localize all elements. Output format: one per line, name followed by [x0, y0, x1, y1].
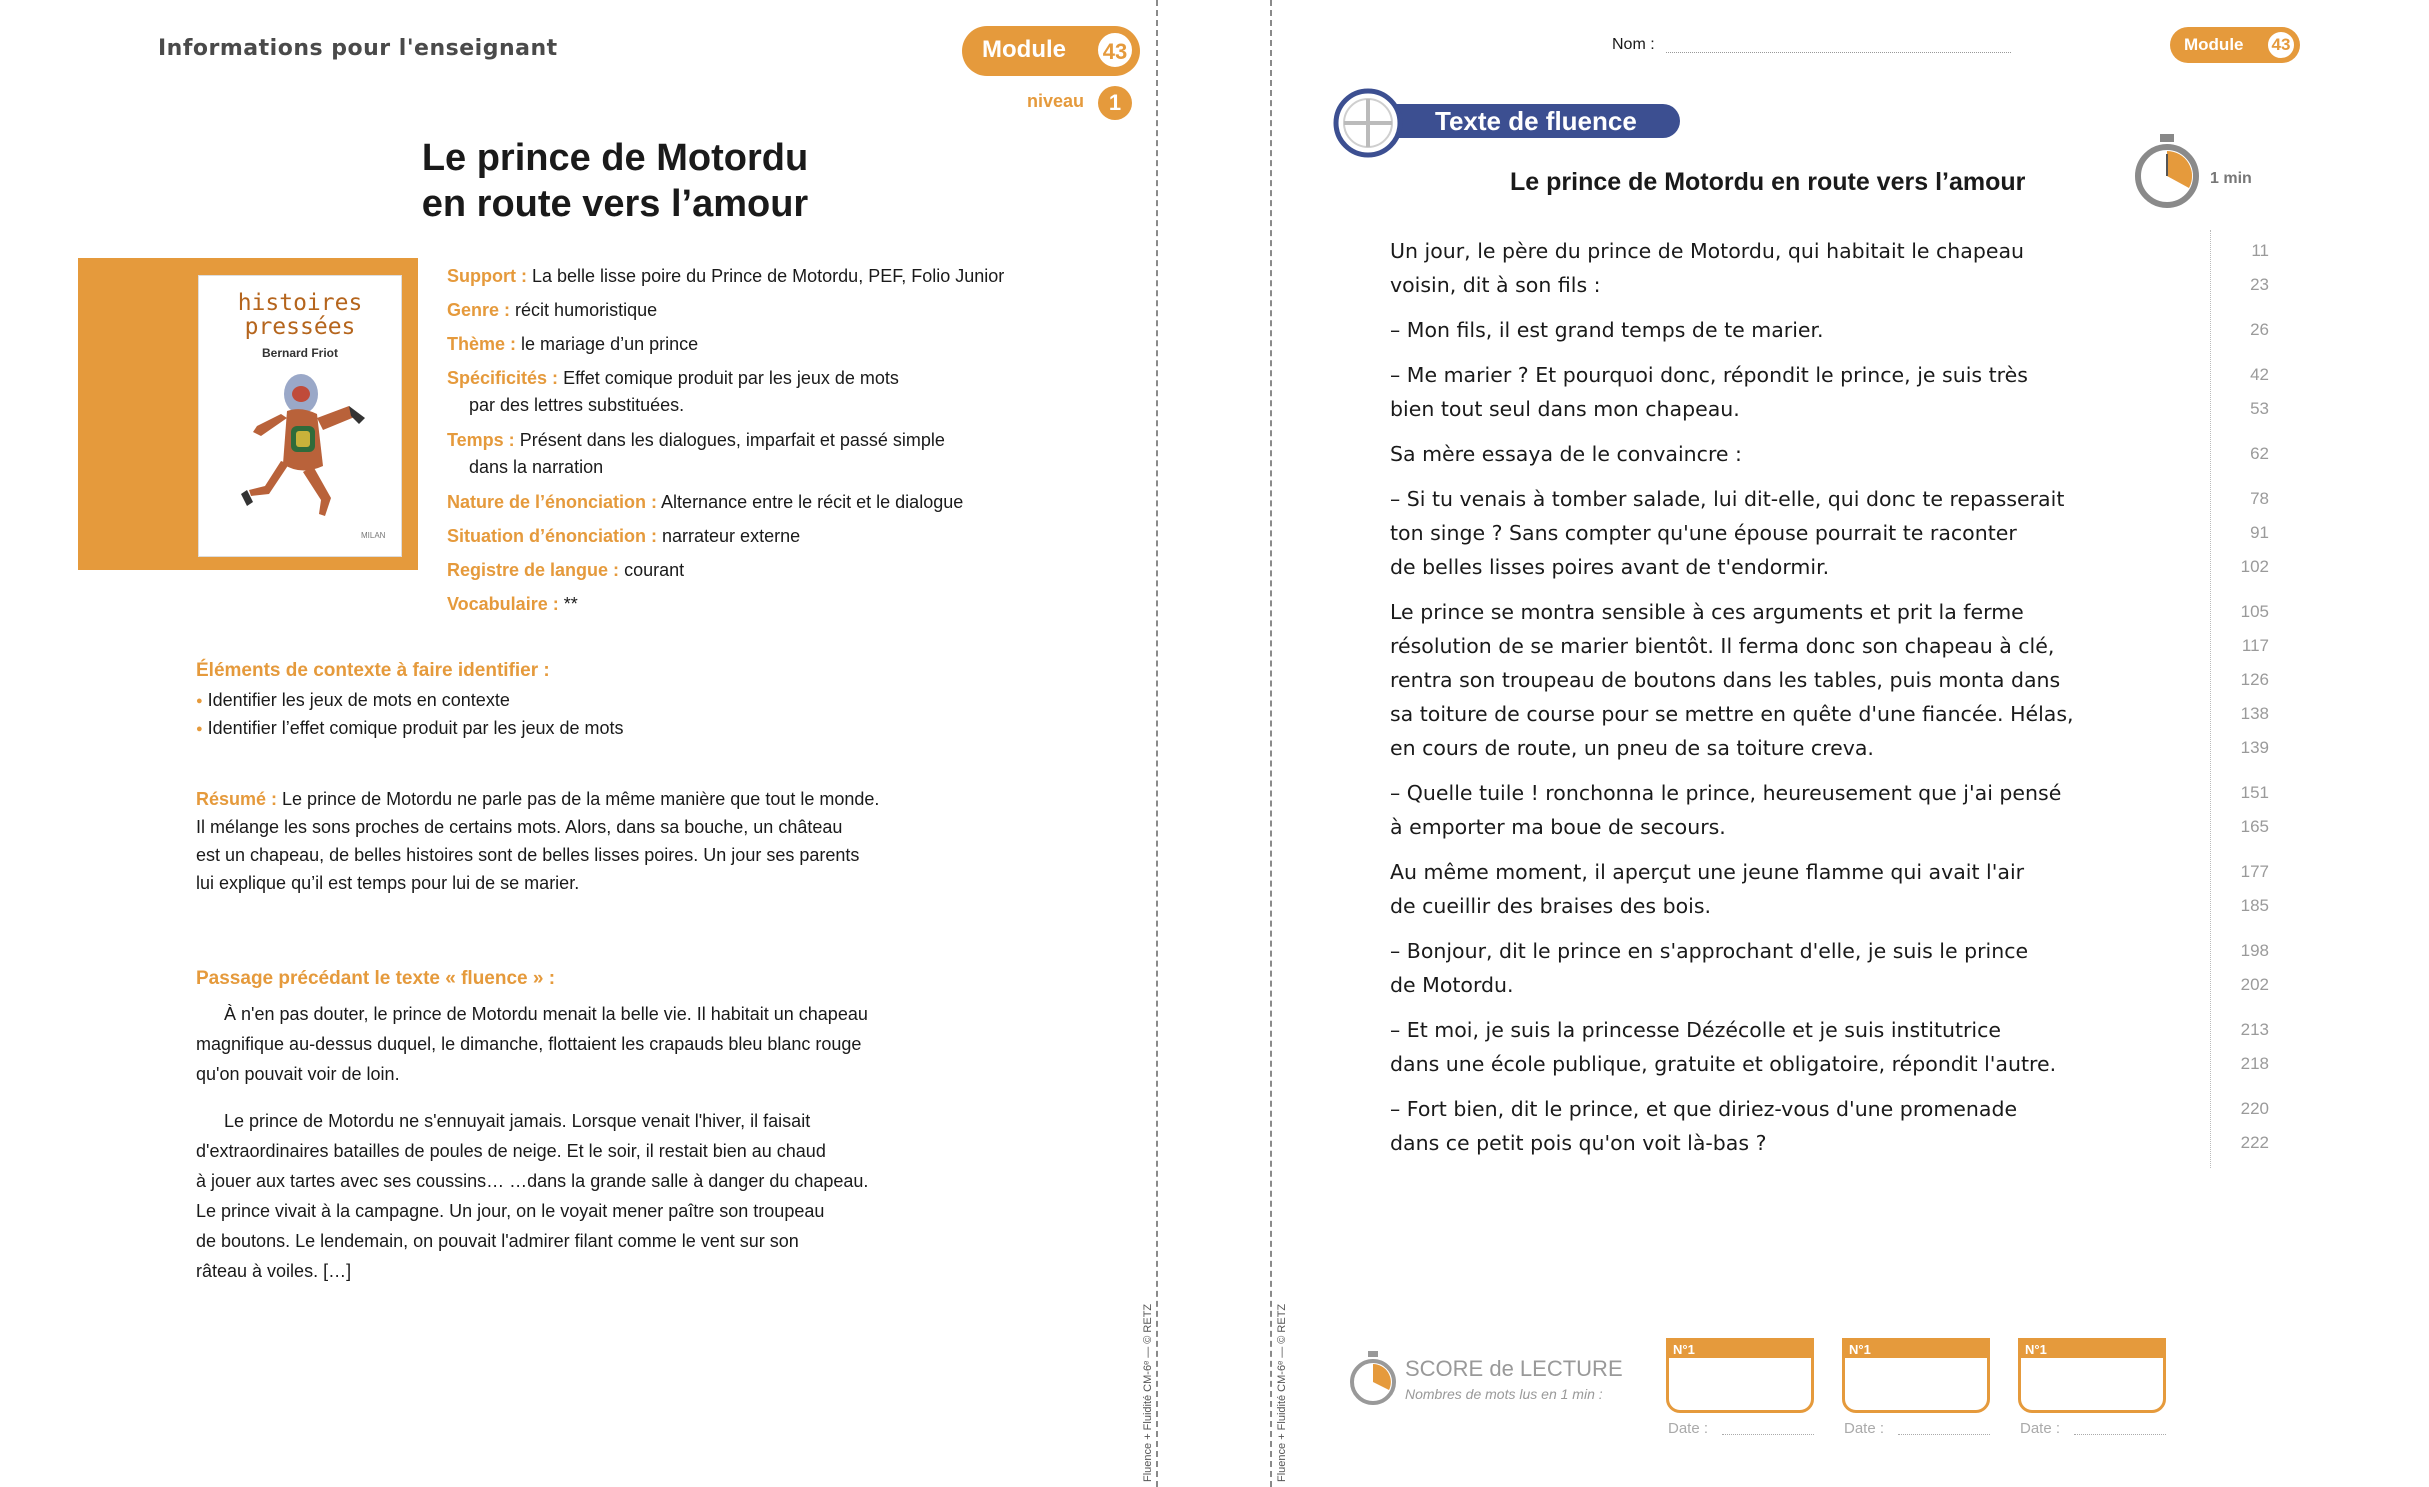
resume-line — [196, 785, 879, 813]
meta-value: ** — [563, 594, 578, 614]
word-count: 151 — [2240, 783, 2269, 802]
date-field[interactable] — [1898, 1434, 1990, 1435]
copyright-credit: Fluence + Fluidité CM-6ᵉ — © RETZ — [1276, 1303, 1288, 1482]
title-line-1: Le prince de Motordu — [421, 137, 809, 179]
story-line: résolution de se marier bientôt. Il ferma donc son chapeau à clé, — [1390, 634, 2055, 658]
passage-line: à jouer aux tartes avec ses coussins… …dans la grande salle à danger du chapeau. — [196, 1171, 869, 1191]
meta-key: Genre : — [447, 300, 511, 320]
cover-publisher: MILAN — [361, 531, 386, 540]
story-line: – Me marier ? Et pourquoi donc, répondit le prince, je suis très — [1390, 363, 2028, 387]
meta-enunciation-situation — [447, 523, 800, 549]
word-count: 218 — [2240, 1054, 2269, 1073]
word-count: 62 — [2250, 444, 2269, 463]
story-title: Le prince de Motordu en route vers l’amour — [1510, 168, 2026, 196]
score-box-label: N°1 — [2021, 1341, 2163, 1358]
story-line: – Bonjour, dit le prince en s'approchant d'elle, je suis le prince — [1390, 939, 2029, 963]
cover-author: Bernard Friot — [261, 346, 338, 360]
meta-key: Nature de l’énonciation : — [447, 492, 658, 512]
word-count: 78 — [2250, 489, 2269, 508]
meta-tense — [447, 427, 945, 453]
story-line: – Mon fils, il est grand temps de te marier. — [1390, 318, 1824, 342]
story-line: – Fort bien, dit le prince, et que diriez-vous d'une promenade — [1390, 1097, 2018, 1121]
word-count: 117 — [2241, 636, 2269, 655]
story-line: de cueillir des braises des bois. — [1390, 894, 1712, 918]
word-count: 177 — [2240, 862, 2269, 881]
score-box[interactable] — [1842, 1338, 1990, 1413]
running-figure-illustration — [239, 366, 369, 526]
copyright-credit: Fluence + Fluidité CM-6ᵉ — © RETZ — [1142, 1303, 1154, 1482]
passage-line: Le prince vivait à la campagne. Un jour, on le voyait mener paître son troupeau — [196, 1201, 825, 1221]
word-count: 185 — [2240, 896, 2269, 915]
word-count: 222 — [2240, 1133, 2269, 1152]
word-count-column — [2210, 230, 2269, 1168]
word-count: 220 — [2240, 1099, 2269, 1118]
story-line: Sa mère essaya de le convaincre : — [1390, 442, 1742, 466]
story-line: ton singe ? Sans compter qu'une épouse pourrait te raconter — [1390, 521, 2017, 545]
meta-genre — [447, 297, 657, 323]
story-line: voisin, dit à son fils : — [1390, 273, 1601, 297]
word-count: 138 — [2240, 704, 2269, 723]
score-box-label: N°1 — [1845, 1341, 1987, 1358]
story-line: de Motordu. — [1390, 973, 1514, 997]
date-field[interactable] — [1722, 1434, 1814, 1435]
fold-line — [1270, 0, 1272, 1487]
story-line: – Quelle tuile ! ronchonna le prince, heureusement que j'ai pensé — [1390, 781, 2062, 805]
meta-enunciation-nature — [447, 489, 963, 515]
timer-label: 1 min — [2210, 170, 2252, 187]
meta-specificities-cont: par des lettres substituées. — [469, 395, 685, 415]
passage-line: de boutons. Le lendemain, on pouvait l'admirer filant comme le vent sur son — [196, 1231, 799, 1251]
score-subtitle: Nombres de mots lus en 1 min : — [1405, 1386, 1603, 1402]
context-item: ● Identifier l’effet comique produit par les jeux de mots — [196, 718, 624, 739]
word-count: 139 — [2240, 738, 2269, 757]
story-line: à emporter ma boue de secours. — [1390, 815, 1726, 839]
story-line: dans une école publique, gratuite et obligatoire, répondit l'autre. — [1390, 1052, 2057, 1076]
meta-value: narrateur externe — [662, 526, 801, 546]
meta-tense-cont: dans la narration — [469, 457, 604, 477]
word-count: 105 — [2240, 602, 2269, 621]
word-count: 53 — [2250, 399, 2269, 418]
meta-key: Temps : — [447, 430, 515, 450]
passage-line: qu'on pouvait voir de loin. — [196, 1064, 400, 1084]
meta-value: récit humoristique — [515, 300, 658, 320]
meta-support — [447, 263, 1004, 289]
resume-line: est un chapeau, de belles histoires sont de belles lisses poires. Un jour ses parents — [196, 845, 860, 865]
meta-value: Effet comique produit par les jeux de mots — [563, 368, 899, 388]
word-count: 202 — [2240, 975, 2269, 994]
story-line: Au même moment, il aperçut une jeune flamme qui avait l'air — [1390, 860, 2025, 884]
story-line: dans ce petit pois qu'on voit là-bas ? — [1390, 1131, 1767, 1155]
word-count: 91 — [2250, 523, 2269, 542]
meta-vocabulary — [447, 591, 578, 617]
meta-value: Présent dans les dialogues, imparfait et passé simple — [519, 430, 945, 450]
word-count: 126 — [2240, 670, 2269, 689]
book-cover — [198, 275, 402, 557]
meta-value: La belle lisse poire du Prince de Motordu, PEF, Folio Junior — [532, 266, 1005, 286]
module-badge — [962, 26, 1140, 76]
story-line: en cours de route, un pneu de sa toiture creva. — [1390, 736, 1874, 760]
date-label: Date : — [2020, 1420, 2061, 1437]
date-field[interactable] — [2074, 1434, 2166, 1435]
module-label: Module — [982, 36, 1066, 63]
resume-key: Résumé : — [196, 789, 278, 809]
meta-value: Alternance entre le récit et le dialogue — [661, 492, 964, 512]
meta-value: le mariage d’un prince — [521, 334, 699, 354]
meta-key: Vocabulaire : — [447, 594, 559, 614]
meta-key: Situation d’énonciation : — [447, 526, 657, 546]
score-title: SCORE de LECTURE — [1405, 1356, 1623, 1381]
meta-key: Thème : — [447, 334, 517, 354]
meta-key: Spécificités : — [447, 368, 559, 388]
word-count: 165 — [2240, 817, 2269, 836]
passage-line: d'extraordinaires batailles de poules de neige. Et le soir, il restait bien au chaud — [196, 1141, 826, 1161]
section-label: Texte de fluence — [1435, 106, 1637, 136]
stopwatch-icon — [2132, 132, 2202, 212]
story-line: Le prince se montra sensible à ces arguments et prit la ferme — [1390, 600, 2024, 624]
context-title: Éléments de contexte à faire identifier : — [196, 660, 550, 681]
story-line: Un jour, le père du prince de Motordu, qui habitait le chapeau — [1390, 239, 2025, 263]
module-badge — [2170, 27, 2300, 63]
page-title — [310, 135, 920, 227]
passage-line: magnifique au-dessus duquel, le dimanche, flottaient les crapauds bleu blanc rouge — [196, 1034, 862, 1054]
cover-title-line-1: histoires — [237, 290, 363, 316]
target-icon — [1332, 87, 1404, 159]
meta-register — [447, 557, 684, 583]
title-line-2: en route vers l’amour — [421, 183, 809, 225]
story-line: – Si tu venais à tomber salade, lui dit-elle, qui donc te repasserait — [1390, 487, 2065, 511]
meta-theme — [447, 331, 698, 357]
word-count: 11 — [2251, 241, 2269, 260]
score-box-label: N°1 — [1669, 1341, 1811, 1358]
fold-line — [1156, 0, 1158, 1487]
passage-title: Passage précédant le texte « fluence » : — [196, 968, 556, 989]
meta-specificities — [447, 365, 899, 391]
context-item: ● Identifier les jeux de mots en contexte — [196, 690, 510, 711]
word-count: 42 — [2250, 365, 2269, 384]
resume-text: Le prince de Motordu ne parle pas de la même manière que tout le monde. — [277, 789, 880, 809]
word-count: 26 — [2250, 320, 2269, 339]
meta-value: courant — [624, 560, 685, 580]
story-line: sa toiture de course pour se mettre en quête d'une fiancée. Hélas, — [1390, 702, 2074, 726]
name-field[interactable] — [1666, 52, 2011, 53]
story-line: bien tout seul dans mon chapeau. — [1390, 397, 1740, 421]
cover-title-line-2: pressées — [244, 314, 356, 340]
teacher-info-header: Informations pour l'enseignant — [158, 36, 558, 61]
passage-line: râteau à voiles. […] — [196, 1261, 352, 1281]
date-label: Date : — [1668, 1420, 1709, 1437]
level-number: 1 — [1098, 86, 1132, 120]
level-label: niveau — [1027, 91, 1085, 111]
story-line: de belles lisses poires avant de t'endormir. — [1390, 555, 1830, 579]
word-count: 102 — [2240, 557, 2269, 576]
name-label: Nom : — [1612, 36, 1655, 53]
word-count: 213 — [2240, 1020, 2269, 1039]
passage-line: Le prince de Motordu ne s'ennuyait jamais. Lorsque venait l'hiver, il faisait — [224, 1111, 811, 1131]
word-count: 23 — [2250, 275, 2269, 294]
story-line: – Et moi, je suis la princesse Dézécolle et je suis institutrice — [1390, 1018, 2002, 1042]
stopwatch-icon — [1348, 1350, 1398, 1408]
module-label: Module — [2184, 35, 2244, 54]
date-label: Date : — [1844, 1420, 1885, 1437]
score-box[interactable] — [1666, 1338, 1814, 1413]
meta-key: Registre de langue : — [447, 560, 620, 580]
module-number: 43 — [2266, 30, 2296, 60]
passage-line: À n'en pas douter, le prince de Motordu menait la belle vie. Il habitait un chapeau — [224, 1004, 868, 1024]
meta-key: Support : — [447, 266, 527, 286]
word-count: 198 — [2240, 941, 2269, 960]
score-box[interactable] — [2018, 1338, 2166, 1413]
module-number: 43 — [1096, 31, 1134, 69]
resume-line: lui explique qu’il est temps pour lui de se marier. — [196, 873, 580, 893]
resume-line: Il mélange les sons proches de certains mots. Alors, dans sa bouche, un château — [196, 817, 843, 837]
story-line: rentra son troupeau de boutons dans les tables, puis monta dans — [1390, 668, 2061, 692]
cover-title — [199, 291, 401, 339]
